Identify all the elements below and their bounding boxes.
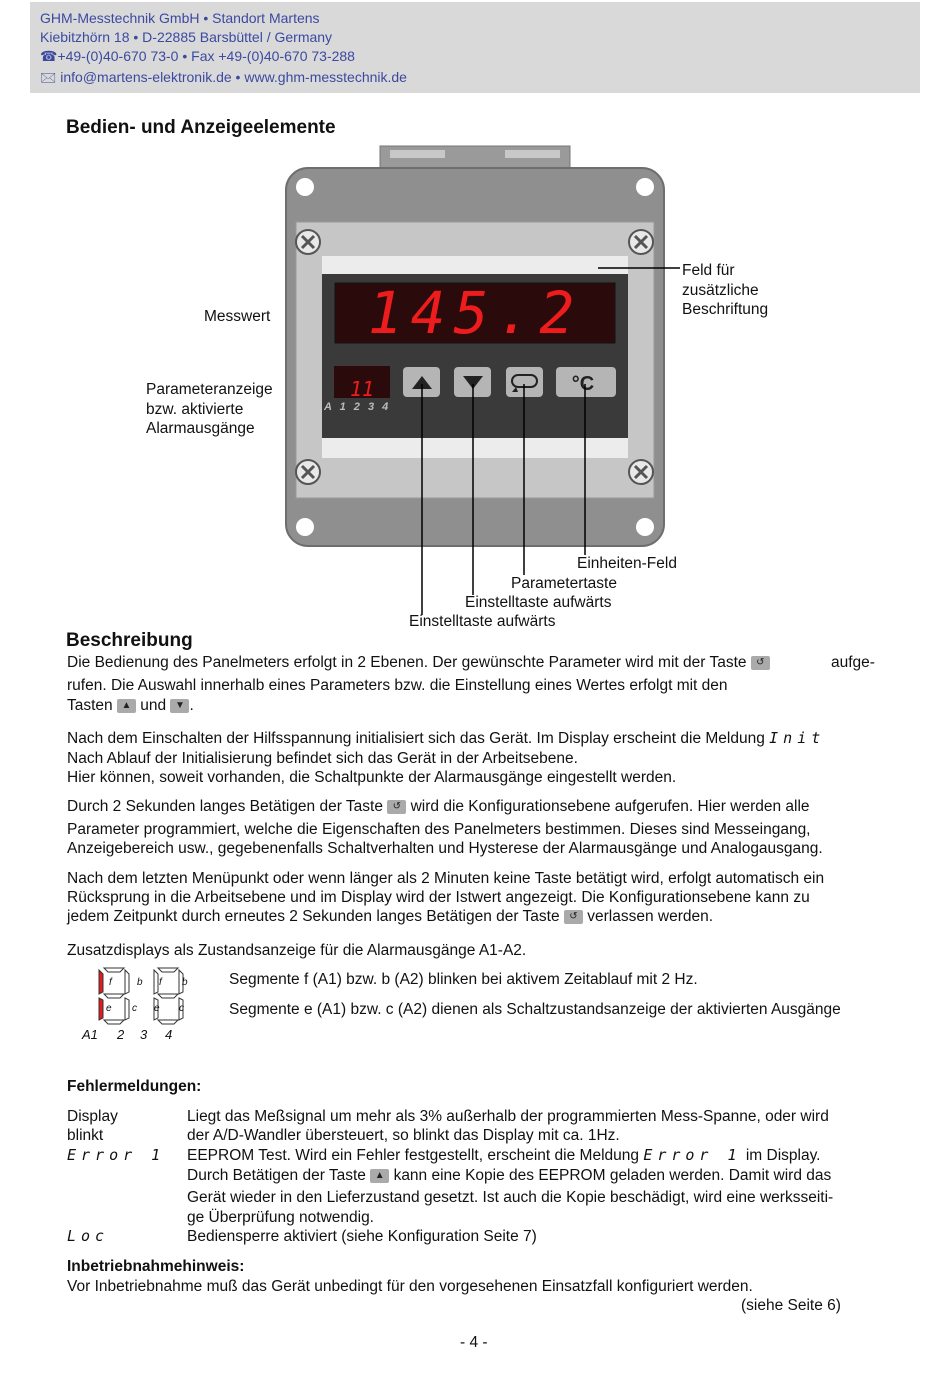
error2-text-line1b: im Display. — [745, 1147, 821, 1164]
error3-text: Bediensperre aktiviert (siehe Konfiguration Seite 7) — [187, 1228, 537, 1245]
mount-hole-icon — [296, 518, 314, 536]
init-code: Init — [769, 729, 826, 747]
down-key-icon: ▼ — [170, 699, 189, 713]
commission-text: Vor Inbetriebnahme muß das Gerät unbedingt für den vorgesehenen Einsatzfall konfiguriert werden. — [67, 1278, 753, 1295]
desc-p1-text-f: . — [189, 697, 194, 714]
company-header — [30, 2, 920, 93]
label-unit-field: Einheiten-Feld — [577, 555, 677, 572]
error2-inline-code: Error 1 — [643, 1146, 742, 1164]
device-illustration — [0, 140, 950, 640]
segment-a1-label: A1 — [82, 1027, 98, 1042]
desc-p1-text-e: und — [140, 697, 167, 714]
error2-text-line2b: kann eine Kopie des EEPROM geladen werden. Damit wird das — [393, 1167, 832, 1184]
segment-e-label: e — [106, 1003, 112, 1014]
desc-p2-text-a: Nach dem Einschalten der Hilfsspannung initialisiert sich das Gerät. Im Display erscheint die Meldung — [67, 730, 765, 747]
screw-icon — [296, 230, 320, 254]
error2-text-line1a: EEPROM Test. Wird ein Fehler festgestellt, erscheint die Meldung — [187, 1147, 639, 1164]
desc-p1-text-d: Tasten — [67, 697, 113, 714]
commission-title: Inbetriebnahmehinweis: — [67, 1258, 245, 1275]
alarm-output-labels: A 1 2 3 4 — [324, 401, 389, 413]
segment-desc-2: Segmente e (A1) bzw. c (A2) dienen als Schaltzustandsanzeige der aktivierten Ausgänge — [229, 1001, 841, 1018]
company-name: GHM-Messtechnik GmbH • Standort Martens — [40, 10, 320, 26]
desc-p3-text-a: Durch 2 Sekunden langes Betätigen der Taste — [67, 798, 383, 815]
section-title-controls: Bedien- und Anzeigeelemente — [66, 117, 336, 138]
desc-p4-text-c: jedem Zeitpunkt durch erneutes 2 Sekunden langes Betätigen der Taste — [67, 908, 560, 925]
desc-p2-text-b: Nach Ablauf der Initialisierung befindet sich das Gerät in der Arbeitsebene. — [67, 750, 578, 767]
screw-icon — [296, 460, 320, 484]
up-key-icon: ▲ — [370, 1169, 389, 1183]
desc-p2-text-c: Hier können, soweit vorhanden, die Schaltpunkte der Alarmausgänge eingestellt werden. — [67, 769, 677, 786]
label-param-line2: bzw. aktivierte — [146, 401, 244, 418]
segment-f-label: f — [109, 977, 112, 988]
segment-e2-label: e — [154, 1003, 160, 1014]
desc-p5: Zusatzdisplays als Zustandsanzeige für die Alarmausgänge A1-A2. — [67, 942, 527, 959]
label-field-line1: Feld für — [682, 262, 735, 279]
error2-text-line3: Gerät wieder in den Lieferzustand gesetzt. Ist auch die Kopie beschädigt, wird eine werksseiti- — [187, 1189, 834, 1206]
error2-code: Error 1 — [67, 1146, 166, 1164]
section-title-description: Beschreibung — [66, 630, 193, 651]
desc-p3-text-c: Parameter programmiert, welche die Eigenschaften des Panelmeters bestimmen. Dieses sind Messeingang, — [67, 821, 811, 838]
measured-value-display: 145.2 — [367, 279, 583, 347]
label-down-key: Einstelltaste aufwärts — [465, 594, 612, 611]
parameter-key-icon: ↺ — [387, 800, 406, 814]
segment-b-label: b — [137, 977, 143, 988]
up-key-icon: ▲ — [117, 699, 136, 713]
label-messwert: Messwert — [204, 308, 271, 325]
company-email-web: 🖂 info@martens-elektronik.de • www.ghm-messtechnik.de — [40, 69, 407, 85]
desc-p1-text-a: Die Bedienung des Panelmeters erfolgt in 2 Ebenen. Der gewünschte Parameter wird mit der Taste — [67, 654, 747, 671]
screw-icon — [629, 230, 653, 254]
error3-code: Loc — [67, 1227, 110, 1245]
label-parameter-key: Parametertaste — [511, 575, 617, 592]
svg-text:°C: °C — [571, 373, 595, 395]
error1-code-line2: blinkt — [67, 1127, 104, 1144]
desc-p4-text-b: Rücksprung in die Arbeitsebene und im Display wird der Istwert angezeigt. Die Konfigurationsebene kann zu — [67, 889, 810, 906]
parameter-key-icon: ↺ — [564, 910, 583, 924]
unit-field — [556, 367, 616, 397]
error1-text-line2: der A/D-Wandler übersteuert, so blinkt das Display mit ca. 1Hz. — [187, 1127, 620, 1144]
segment-b2-label: b — [182, 977, 188, 988]
desc-p1-text-c: rufen. Die Auswahl innerhalb eines Parameters bzw. die Einstellung eines Wertes erfolgt mit den — [67, 677, 728, 694]
mount-hole-icon — [636, 178, 654, 196]
label-up-key: Einstelltaste aufwärts — [409, 613, 556, 630]
desc-p3-text-d: Anzeigebereich usw., gegebenenfalls Schaltverhalten und Hysterese der Alarmausgänge und Analogausgang. — [67, 840, 823, 857]
segment-c2-label: c — [179, 1003, 184, 1014]
company-phone: ☎+49-(0)40-670 73-0 • Fax +49-(0)40-670 73-288 — [40, 48, 355, 64]
label-param-line3: Alarmausgänge — [146, 420, 255, 437]
segment-c-label: c — [132, 1003, 137, 1014]
commission-ref: (siehe Seite 6) — [741, 1297, 841, 1314]
errors-title: Fehlermeldungen: — [67, 1078, 202, 1095]
segment-2-label: 2 — [117, 1027, 125, 1042]
segment-desc-1: Segmente f (A1) bzw. b (A2) blinken bei aktivem Zeitablauf mit 2 Hz. — [229, 971, 698, 988]
mount-hole-icon — [296, 178, 314, 196]
segment-4-label: 4 — [165, 1027, 173, 1042]
desc-p1-text-b: aufge- — [831, 654, 875, 671]
error1-text-line1: Liegt das Meßsignal um mehr als 3% außerhalb der programmierten Mess-Spanne, oder wird — [187, 1108, 829, 1125]
desc-p4-text-d: verlassen werden. — [587, 908, 714, 925]
desc-p3-text-b: wird die Konfigurationsebene aufgerufen. Hier werden alle — [410, 798, 810, 815]
error1-code-line1: Display — [67, 1108, 118, 1125]
page-number: - 4 - — [460, 1334, 488, 1351]
alarm-status-display: 11 — [350, 377, 375, 401]
error2-text-line4: ge Überprüfung notwendig. — [187, 1209, 374, 1226]
error2-text-line2a: Durch Betätigen der Taste — [187, 1167, 366, 1184]
parameter-key-icon: ↺ — [751, 656, 770, 670]
label-param-line1: Parameteranzeige — [146, 381, 273, 398]
company-address: Kiebitzhörn 18 • D-22885 Barsbüttel / Germany — [40, 29, 333, 45]
label-field-line2: zusätzliche — [682, 282, 759, 299]
desc-p4-text-a: Nach dem letzten Menüpunkt oder wenn länger als 2 Minuten keine Taste betätigt wird, erfolgt automatisch ein — [67, 870, 825, 887]
segment-f2-label: f — [159, 977, 162, 988]
screw-icon — [629, 460, 653, 484]
segment-3-label: 3 — [140, 1027, 148, 1042]
label-field-line3: Beschriftung — [682, 301, 769, 318]
mount-hole-icon — [636, 518, 654, 536]
